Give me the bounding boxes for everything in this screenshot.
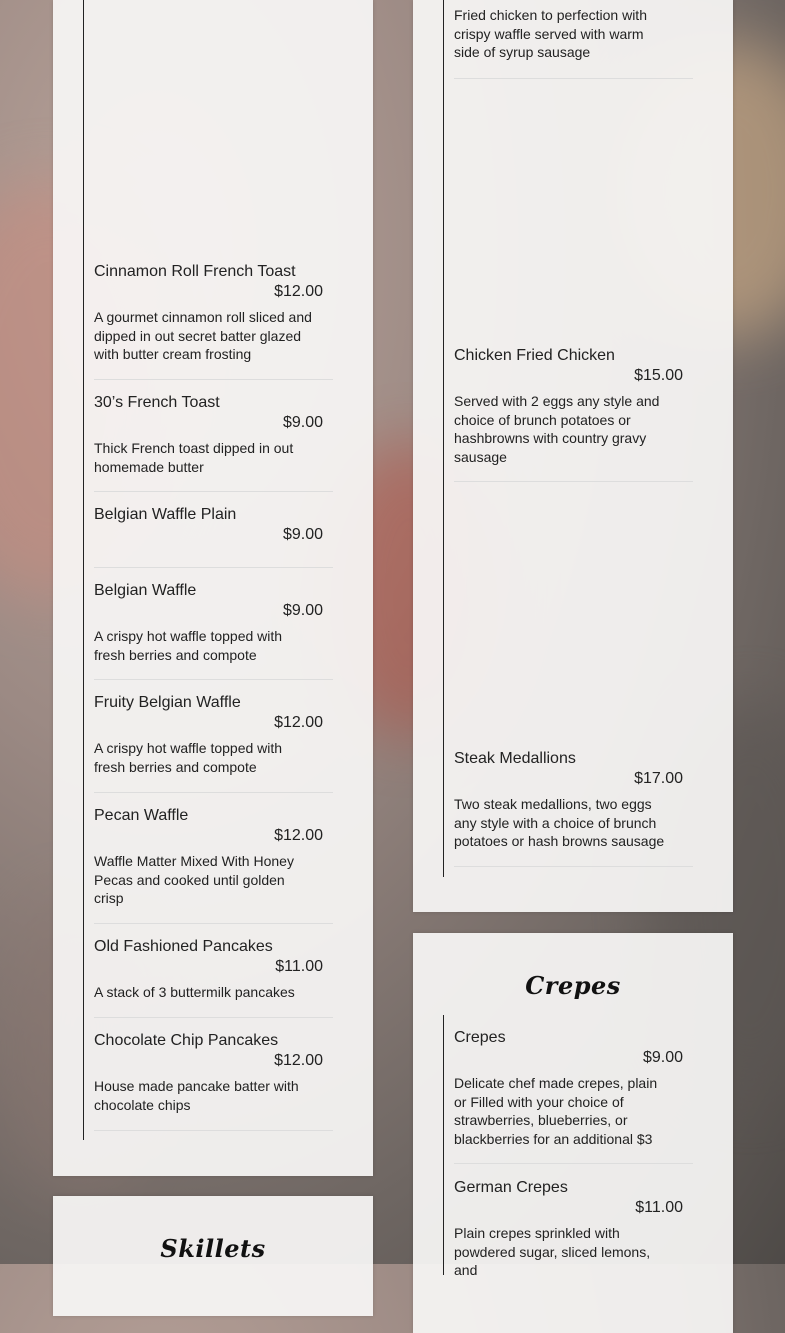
menu-item-name: Cinnamon Roll French Toast	[94, 263, 296, 280]
divider	[454, 866, 693, 867]
menu-item-description: Served with 2 eggs any style and choice of brunch potatoes or hashbrowns with country gravy sausage	[454, 393, 660, 465]
menu-item	[454, 1178, 693, 1280]
divider	[94, 567, 333, 568]
menu-item-name: Pecan Waffle	[94, 807, 189, 824]
menu-item-name: Steak Medallions	[454, 750, 576, 767]
menu-item-price: $11.00	[275, 958, 323, 975]
menu-item-description: A crispy hot waffle topped with fresh berries and compote	[94, 740, 283, 775]
menu-item	[94, 1031, 333, 1114]
divider	[94, 792, 333, 793]
menu-card-chicken-steak	[413, 0, 733, 912]
menu-item-price: $9.00	[282, 414, 323, 431]
divider	[94, 1017, 333, 1018]
menu-item-price: $11.00	[635, 1199, 683, 1216]
menu-item-price: $12.00	[274, 827, 323, 844]
divider	[454, 1163, 693, 1164]
menu-item-name: Belgian Waffle	[94, 582, 197, 599]
divider	[94, 923, 333, 924]
section-title: Crepes	[525, 971, 621, 1000]
menu-card-skillets	[53, 1196, 373, 1316]
divider	[94, 491, 333, 492]
menu-item-name: Chicken Fried Chicken	[454, 347, 615, 364]
menu-item-price: $12.00	[274, 283, 323, 300]
vertical-rule	[443, 0, 444, 877]
menu-item-description: Delicate chef made crepes, plain or Filled with your choice of strawberries, blueberries, or blackberries for an additional $3	[454, 1075, 658, 1147]
menu-item-name: Belgian Waffle Plain	[94, 506, 237, 523]
section-title: Skillets	[160, 1234, 266, 1263]
menu-item-description: A stack of 3 buttermilk pancakes	[94, 984, 295, 1000]
menu-item-name: Old Fashioned Pancakes	[94, 938, 273, 955]
menu-card-waffles-french-toast	[53, 0, 373, 1176]
menu-item-price: $9.00	[282, 526, 323, 543]
menu-item	[94, 806, 333, 908]
menu-item	[94, 262, 333, 364]
menu-item-name: Chocolate Chip Pancakes	[94, 1032, 279, 1049]
menu-item-description: Plain crepes sprinkled with powdered sugar, sliced lemons, and	[454, 1225, 651, 1278]
menu-item-price: $12.00	[274, 714, 323, 731]
divider	[94, 1130, 333, 1131]
divider	[94, 379, 333, 380]
menu-item	[454, 749, 693, 851]
menu-item	[94, 693, 333, 776]
menu-item-description: Fried chicken to perfection with crispy waffle served with warm side of syrup sausage	[454, 7, 647, 60]
vertical-rule	[83, 0, 84, 1140]
divider	[454, 481, 693, 482]
menu-item-name: Crepes	[454, 1029, 506, 1046]
menu-item	[94, 937, 333, 1002]
menu-item-description: Waffle Matter Mixed With Honey Pecas and cooked until golden crisp	[94, 853, 294, 906]
menu-item-price: $9.00	[282, 602, 323, 619]
vertical-rule	[443, 1015, 444, 1275]
divider	[454, 78, 693, 79]
menu-item-price: $9.00	[642, 1049, 683, 1066]
menu-item-description: Two steak medallions, two eggs any style with a choice of brunch potatoes or hash browns sausage	[454, 796, 665, 849]
menu-card-crepes	[413, 933, 733, 1333]
menu-item-description: A gourmet cinnamon roll sliced and dipped in out secret batter glazed with butter cream frosting	[94, 309, 312, 362]
divider	[94, 679, 333, 680]
menu-item	[94, 505, 333, 545]
menu-item-price: $17.00	[634, 770, 683, 787]
menu-item-description: A crispy hot waffle topped with fresh berries and compote	[94, 628, 283, 663]
menu-item-description: Thick French toast dipped in out homemade butter	[94, 440, 294, 475]
menu-item-name: Fruity Belgian Waffle	[94, 694, 241, 711]
menu-item	[94, 581, 333, 664]
menu-item	[454, 0, 693, 62]
menu-item	[94, 393, 333, 476]
menu-item-description: House made pancake batter with chocolate chips	[94, 1078, 299, 1113]
menu-item-name: German Crepes	[454, 1179, 568, 1196]
menu-item-price: $12.00	[274, 1052, 323, 1069]
menu-item-price: $15.00	[634, 367, 683, 384]
menu-item	[454, 346, 693, 466]
menu-item	[454, 1028, 693, 1148]
menu-item-name: 30’s French Toast	[94, 394, 220, 411]
